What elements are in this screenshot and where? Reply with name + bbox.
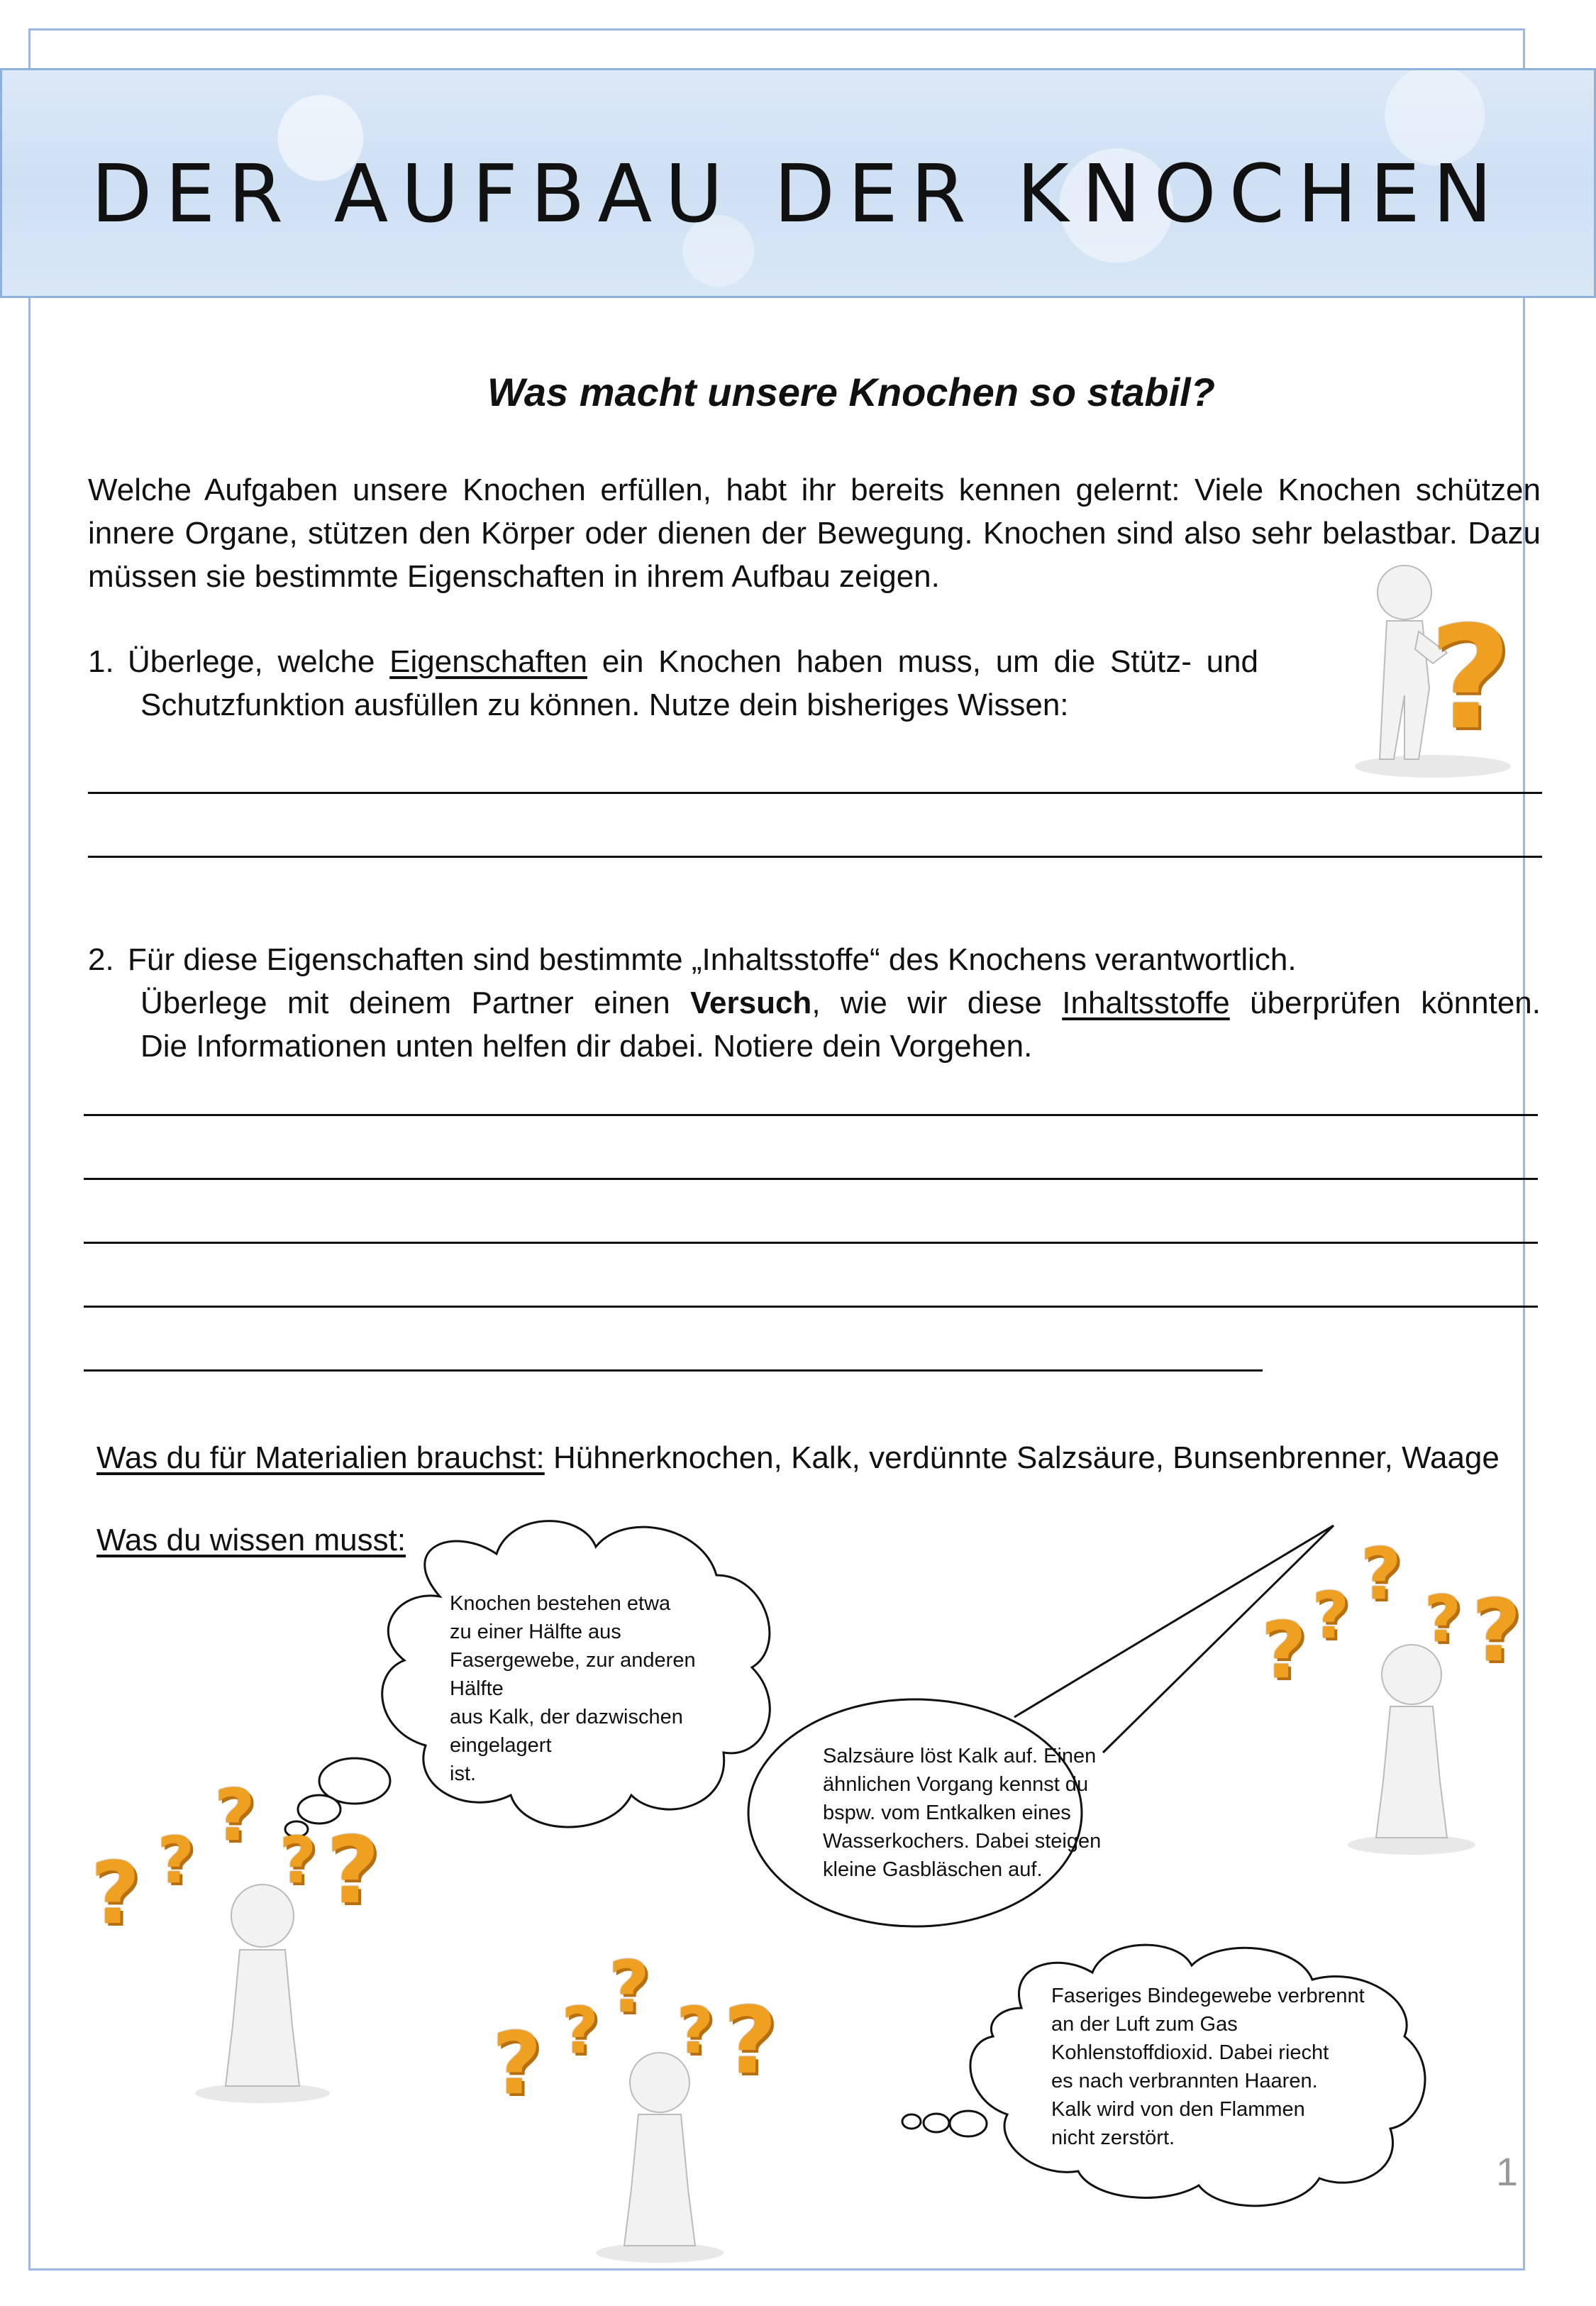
task-1-keyword: Eigenschaften <box>389 644 588 679</box>
task-2-line-2-post: überprüfen könnten. <box>1229 986 1541 1020</box>
question-mark-icon: ? <box>91 1845 140 1943</box>
bubble-text-bones-composition: Knochen bestehen etwa zu einer Hälfte aus Fasergewebe, zur anderen Hälfte aus Kalk, der dazwischen eingelagert ist. <box>450 1592 696 1785</box>
materials-label: Was du für Materialien brauchst: <box>96 1440 545 1475</box>
question-mark-icon: ? <box>214 1774 256 1857</box>
subtitle: Was macht unsere Knochen so stabil? <box>487 370 1215 414</box>
page-number: 1 <box>1495 2149 1518 2194</box>
question-mark-icon: ? <box>1472 1582 1522 1681</box>
materials-items: Hühnerknochen, Kalk, verdünnte Salzsäure, Bunsenbrenner, Waage <box>544 1440 1500 1475</box>
task-2-line-2-mid: , wie wir diese <box>811 986 1063 1020</box>
question-mark-icon: ? <box>279 1824 317 1898</box>
task-2-line-3: Die Informationen unten helfen dir dabei. Notiere dein Vorgehen. <box>140 1029 1033 1064</box>
bubble-text-hydrochloric-acid: Salzsäure löst Kalk auf. Einen ähnlichen Vorgang kennst du bspw. vom Entkalken eines Wasserkochers. Dabei steigen kleine Gasbläschen auf. <box>823 1745 1102 1881</box>
question-mark-icon: ? <box>492 2015 542 2114</box>
wissen-label-text: Was du wissen musst: <box>96 1523 406 1557</box>
question-mark-icon: ? <box>1424 1582 1462 1657</box>
question-mark-icon: ? <box>1261 1605 1307 1696</box>
page-title: DER AUFBAU DER KNOCHEN <box>91 148 1505 241</box>
thinking-figure-icon <box>192 1866 348 2107</box>
question-mark-icon: ? <box>1429 596 1512 761</box>
question-mark-icon: ? <box>562 1994 599 2068</box>
question-mark-icon: ? <box>326 1816 380 1924</box>
task-1-number: 1. <box>88 644 114 679</box>
question-mark-icon: ? <box>157 1824 195 1898</box>
thinking-figure-icon <box>589 2036 731 2271</box>
question-mark-icon: ? <box>1361 1533 1402 1616</box>
task-1-text-pre: Überlege, welche <box>128 644 390 679</box>
bubble-text-burning-tissue: Faseriges Bindegewebe verbrennt an der Luft zum Gas Kohlenstoffdioxid. Dabei riecht es nach verbrannten Haaren. Kalk wird von den Flammen nicht zerstört. <box>1051 1985 1365 2149</box>
task-2-line-1-text: Für diese Eigenschaften sind bestimmte „Inhaltsstoffe“ des Knochens verantwortlich. <box>128 942 1297 977</box>
task-2-bold-word: Versuch <box>690 986 812 1020</box>
question-mark-icon: ? <box>609 1946 650 2029</box>
thinking-figure-icon <box>1341 1625 1483 1859</box>
question-mark-icon: ? <box>724 1987 777 2095</box>
task-2-number: 2. <box>88 942 114 977</box>
intro-paragraph: Welche Aufgaben unsere Knochen erfüllen, habt ihr bereits kennen gelernt: Viele Knochen schützen innere Organe, stützen den Körper oder dienen der Bewegung. Knochen sind also sehr belastbar. Dazu müssen sie bestimmte Eigenschaften in ihrem Aufbau zeigen. <box>88 473 1541 594</box>
task-2-keyword: Inhaltsstoffe <box>1062 986 1230 1020</box>
question-mark-icon: ? <box>1312 1579 1350 1653</box>
task-1-line-2: Schutzfunktion ausfüllen zu können. Nutze dein bisheriges Wissen: <box>140 688 1069 722</box>
task-2-line-2-pre: Überlege mit deinem Partner einen <box>140 986 691 1020</box>
question-mark-icon: ? <box>677 1994 714 2068</box>
task-1-text-post: ein Knochen haben muss, um die Stütz- und <box>587 644 1258 679</box>
